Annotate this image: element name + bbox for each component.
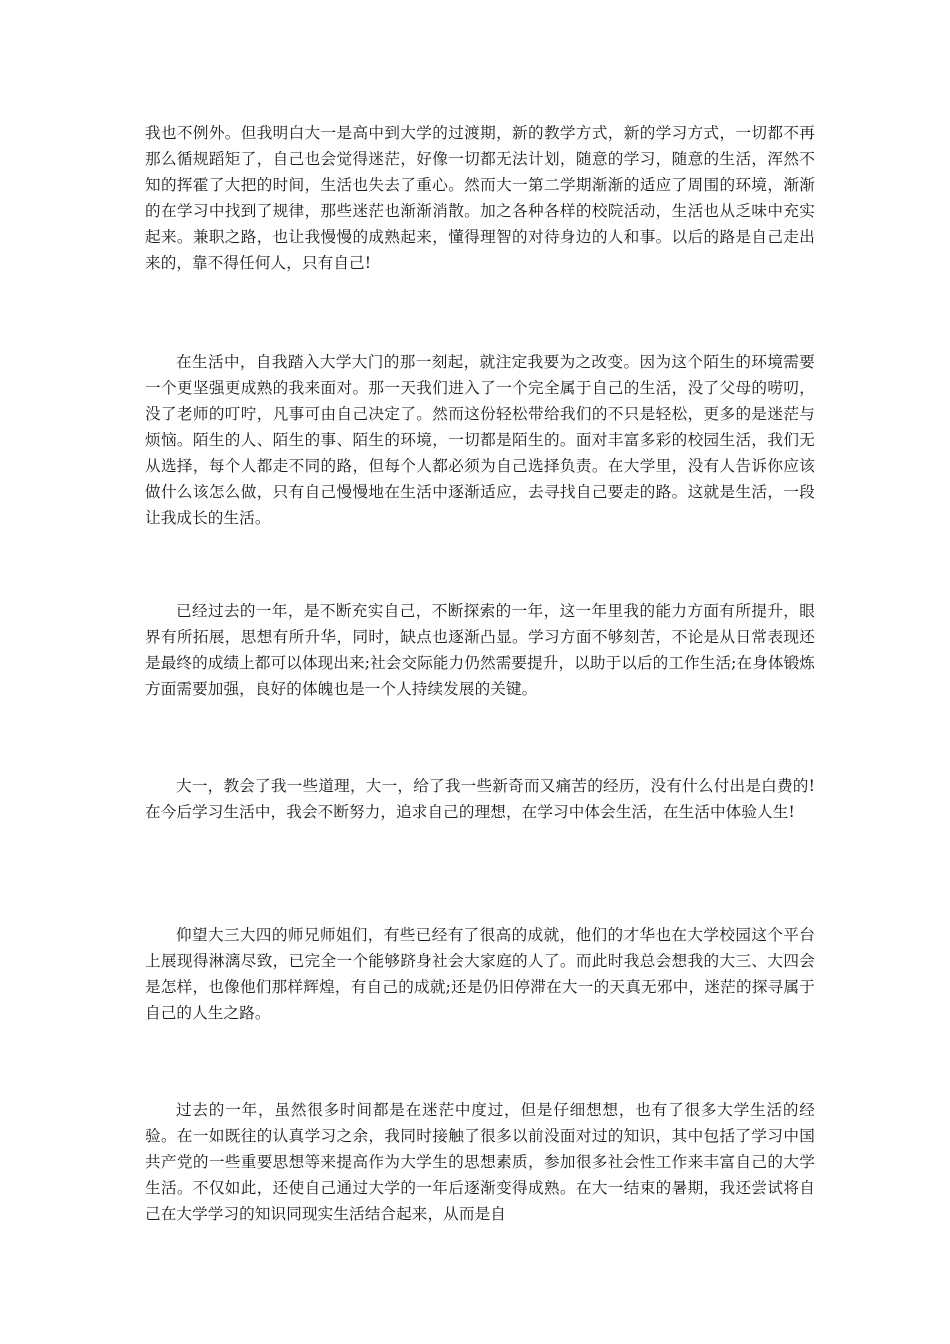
paragraph-3: 已经过去的一年，是不断充实自己，不断探索的一年，这一年里我的能力方面有所提升，眼界有所拓展，思想有所升华，同时，缺点也逐渐凸显。学习方面不够刻苦，不论是从日常表现还是最终的成绩上都可以体现出来;社会交际能力仍然需要提升，以助于以后的工作生活;在身体锻炼方面需要加强，良好的体魄也是一个人持续发展的关键。 <box>145 602 815 698</box>
paragraph-5: 仰望大三大四的师兄师姐们，有些已经有了很高的成就，他们的才华也在大学校园这个平台上展现得淋漓尽致，已完全一个能够跻身社会大家庭的人了。而此时我总会想我的大三、大四会是怎样，也像他们那样辉煌，有自己的成就;还是仍旧停滞在大一的天真无邪中，迷茫的探寻属于自己的人生之路。 <box>145 926 815 1022</box>
paragraph-6: 过去的一年，虽然很多时间都是在迷茫中度过，但是仔细想想，也有了很多大学生活的经验。在一如既往的认真学习之余，我同时接触了很多以前没面对过的知识，其中包括了学习中国共产党的一些重要思想等来提高作为大学生的思想素质，参加很多社会性工作来丰富自己的大学生活。不仅如此，还使自己通过大学的一年后逐渐变得成熟。在大一结束的暑期，我还尝试将自己在大学学习的知识同现实生活结合起来，从而是自 <box>145 1101 815 1223</box>
paragraph-4: 大一，教会了我一些道理，大一，给了我一些新奇而又痛苦的经历，没有什么付出是白费的!在今后学习生活中，我会不断努力，追求自己的理想，在学习中体会生活，在生活中体验人生! <box>145 777 815 821</box>
paragraph-2: 在生活中，自我踏入大学大门的那一刻起，就注定我要为之改变。因为这个陌生的环境需要一个更坚强更成熟的我来面对。那一天我们进入了一个完全属于自己的生活，没了父母的唠叨，没了老师的叮咛，凡事可由自己决定了。然而这份轻松带给我们的不只是轻松，更多的是迷茫与烦恼。陌生的人、陌生的事、陌生的环境，一切都是陌生的。面对丰富多彩的校园生活，我们无从选择，每个人都走不同的路，但每个人都必须为自己选择负责。在大学里，没有人告诉你应该做什么该怎么做，只有自己慢慢地在生活中逐渐适应，去寻找自己要走的路。这就是生活，一段让我成长的生活。 <box>145 353 815 527</box>
paragraph-1: 我也不例外。但我明白大一是高中到大学的过渡期，新的教学方式，新的学习方式，一切都不再那么循规蹈矩了，自己也会觉得迷茫，好像一切都无法计划，随意的学习，随意的生活，浑然不知的挥霍了大把的时间，生活也失去了重心。然而大一第二学期渐渐的适应了周围的环境，渐渐的在学习中找到了规律，那些迷茫也渐渐消散。加之各种各样的校院活动，生活也从乏味中充实起来。兼职之路，也让我慢慢的成熟起来，懂得理智的对待身边的人和事。以后的路是自己走出来的，靠不得任何人，只有自己! <box>145 124 815 272</box>
